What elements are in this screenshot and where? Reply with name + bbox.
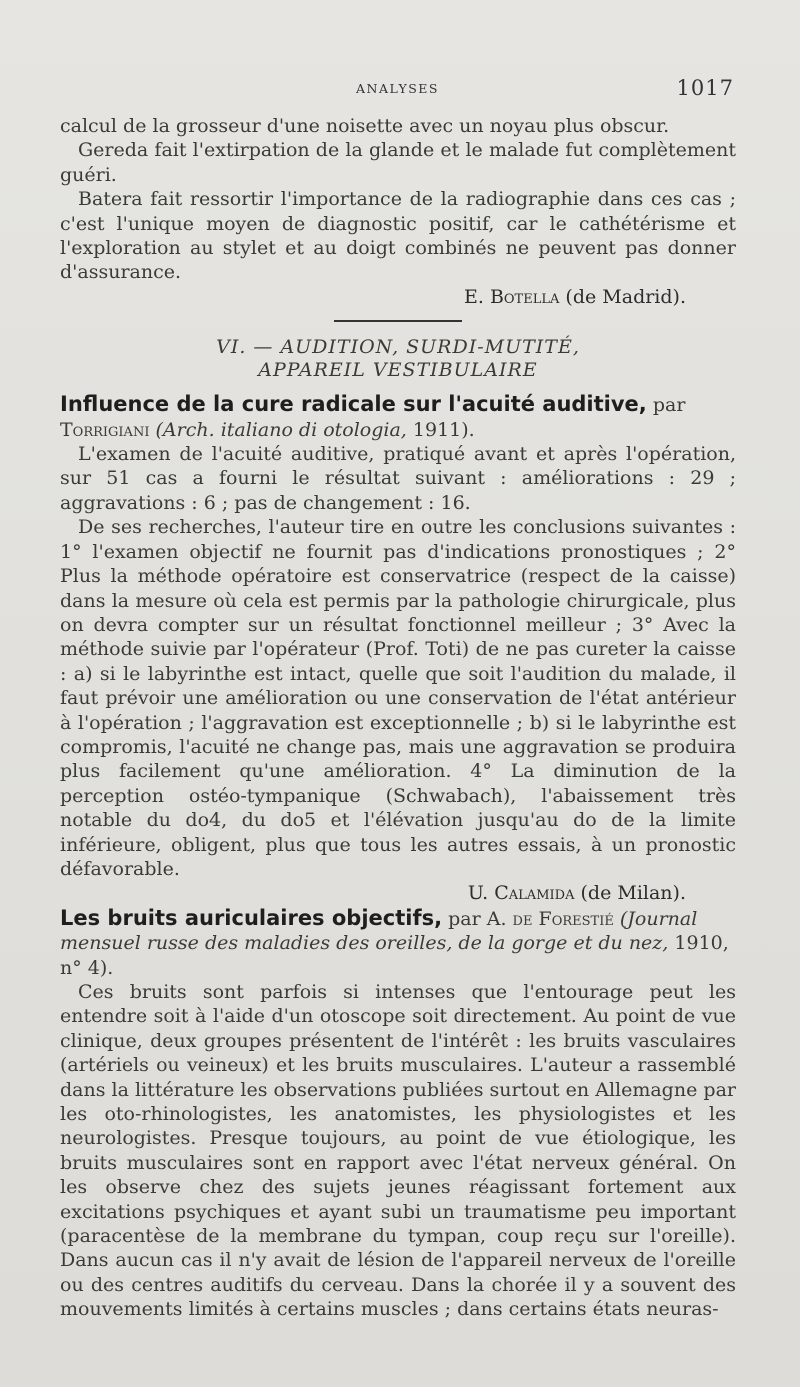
article-2-year: 1910, <box>674 932 729 955</box>
article-2-author-particle: de <box>512 907 533 930</box>
page-number: 1017 <box>676 76 734 100</box>
signature-place: (de Milan). <box>580 882 686 905</box>
article-1-citation <box>60 392 736 442</box>
signature-initial: U. <box>467 882 489 905</box>
article-2-citation <box>60 906 736 980</box>
prev-article-signature <box>60 285 736 309</box>
section-divider <box>334 320 462 322</box>
page-header <box>0 78 800 102</box>
article-1-by: par <box>652 394 686 417</box>
running-head: ANALYSES <box>356 81 439 96</box>
article-1-paragraph-1: L'examen de l'acuité auditive, pratiqué avant et après l'opération, sur 51 cas a fourni le résultat suivant : améliorations : 29 ; aggravations : 6 ; pas de changement : 16. <box>60 443 736 514</box>
article-1-journal: (Arch. italiano di otologia, <box>155 418 407 441</box>
article-1-paragraph-2: De ses recherches, l'auteur tire en outre les conclusions suivantes : 1° l'examen objectif ne fournit pas d'indications pronostiques ; 2° Plus la méthode opératoire est conservatrice (respect de la caisse) dans la mesure où cela est permis par la pathologie chirurgicale, plus on devra compter sur un résultat fonctionnel meilleur ; 3° Avec la méthode suivie par l'opérateur (Prof. Toti) de ne pas cureter la caisse : a) si le labyrinthe est intact, quelle que soit l'audition du malade, il faut prévoir une amélioration ou une conservation de l'état antérieur à l'opération ; l'aggravation est exceptionnelle ; b) si le labyrinthe est compromis, l'acuité ne change pas, mais une aggravation se produira plus facilement qu'une amélioration. 4° La diminution de la perception ostéo-tympanique (Schwabach), l'abaissement très notable du do4, du do5 et l'élévation jusqu'au do de la limite inférieure, obligent, plus que tous les autres essais, à un pronostic défavorable. <box>60 516 736 880</box>
article-1-author: Torrigiani <box>60 418 150 441</box>
prev-article-paragraph-3: Batera fait ressortir l'importance de la radiographie dans ces cas ; c'est l'unique moyen de diagnostic positif, car le cathétérisme et l'exploration au stylet et au doigt combinés ne peuvent pas donner d'assurance. <box>60 188 736 284</box>
prev-article-paragraph-2: Gereda fait l'extirpation de la glande et le malade fut complètement guéri. <box>60 139 736 186</box>
section-heading-line-1: VI. — AUDITION, SURDI-MUTITÉ, <box>216 336 580 359</box>
article-1-title: Influence de la cure radicale sur l'acuité auditive, <box>60 392 647 417</box>
signature-initial: E. <box>463 285 484 308</box>
section-heading-line-2: APPAREIL VESTIBULAIRE <box>258 359 538 382</box>
page-content <box>60 114 736 1322</box>
prev-article-paragraph-1: calcul de la grosseur d'une noisette avec un noyau plus obscur. <box>60 115 670 137</box>
article-2-by: par A. <box>448 907 507 930</box>
signature-name: Calamida <box>494 882 575 905</box>
signature-place: (de Madrid). <box>565 285 686 308</box>
article-2-author: Forestié <box>538 907 614 930</box>
article-2-paragraph-1: Ces bruits sont parfois si intenses que l'entourage peut les entendre soit à l'aide d'un otoscope soit directement. Au point de vue clinique, deux groupes présentent de l'intérêt : les bruits vasculaires (artériels ou veineux) et les bruits musculaires. L'auteur a rassemblé dans la littérature les observations publiées surtout en Allemagne par les oto-rhinologistes, les anatomistes, les physiologistes et les neurologistes. Presque toujours, au point de vue étiologique, les bruits musculaires sont en rapport avec l'état nerveux général. On les observe chez des sujets jeunes réagissant fortement aux excitations psychiques et ayant subi un traumatisme peu important (paracentèse de la membrane du tympan, coup reçu sur l'oreille). Dans aucun cas il n'y avait de lésion de l'appareil nerveux de l'oreille ou des centres auditifs du cerveau. Dans la chorée il y a souvent des mouvements limités à certains muscles ; dans certains états neuras- <box>60 981 736 1321</box>
article-2-journal: (Journal mensuel russe des maladies des oreilles, de la gorge et du nez, <box>60 907 698 955</box>
article-1-year: 1911). <box>412 418 475 441</box>
signature-name: Botella <box>489 285 560 308</box>
article-2-issue: n° 4). <box>60 956 114 979</box>
article-2-title: Les bruits auriculaires objectifs, <box>60 905 443 930</box>
article-1-signature <box>60 881 736 905</box>
